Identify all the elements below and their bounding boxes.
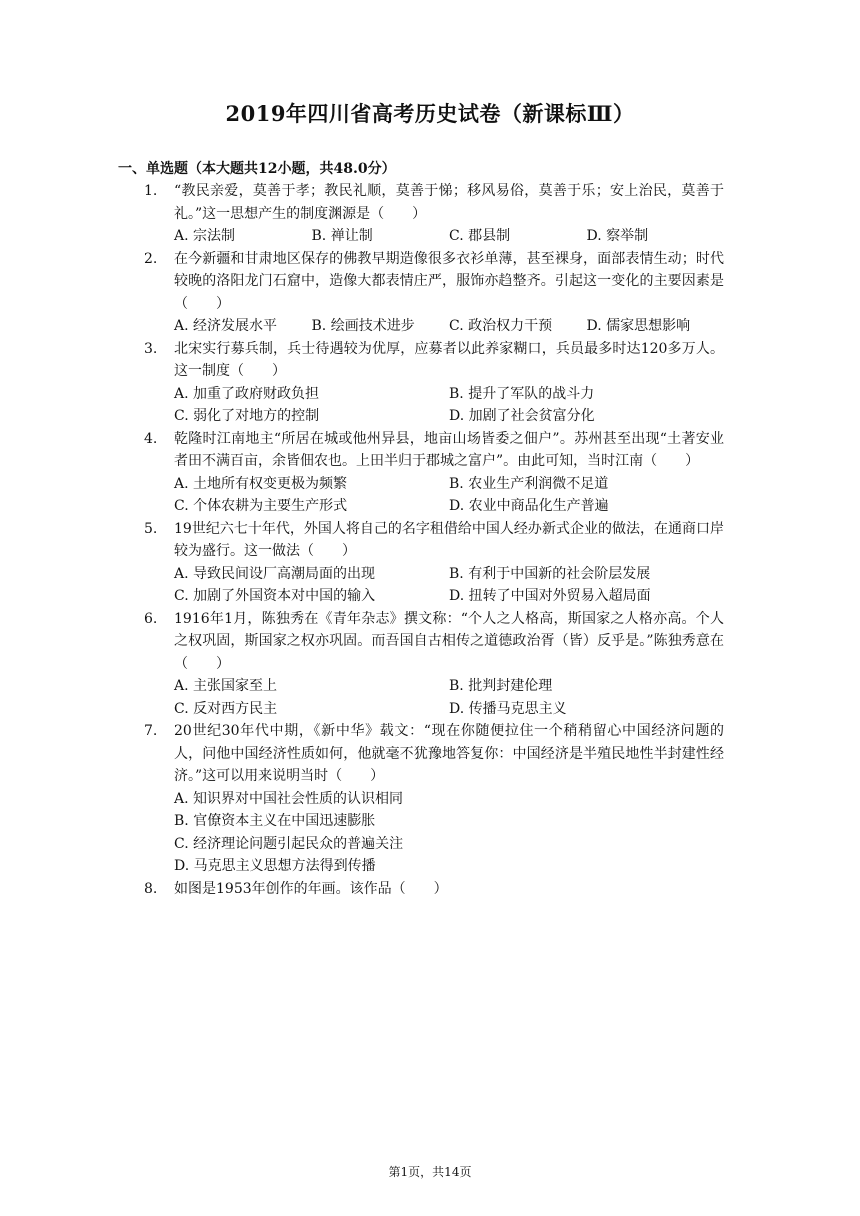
page-footer: 第1页，共14页 — [388, 1165, 472, 1179]
option-b: B. 农业生产利润微不足道 — [449, 475, 609, 492]
option-b: B. 官僚资本主义在中国迅速膨胀 — [174, 813, 376, 829]
question-stem: 1916年1月，陈独秀在《青年杂志》撰文称：“个人之人格高，斯国家之人格亦高。个人之权巩固，斯国家之权亦巩固。而吾国自古相传之道德政治胥（皆）反乎是。”陈独秀意在（ ） — [174, 610, 724, 672]
option-d: D. 农业中商品化生产普遍 — [449, 498, 609, 514]
option-d: D. 扭转了中国对外贸易入超局面 — [449, 588, 651, 604]
option-c: C. 经济理论问题引起民众的普遍关注 — [174, 835, 404, 852]
question-number: 5. — [144, 520, 158, 537]
section-heading: 一、单选题（本大题共12小题，共48.0分） — [118, 161, 396, 177]
question-number: 7. — [144, 723, 158, 739]
option-group — [174, 225, 724, 248]
question-number: 8. — [144, 880, 158, 897]
option-a: A. 宗法制 — [174, 228, 236, 244]
question-stem: 20世纪30年代中期，《新中华》载文：“现在你随便拉住一个稍稍留心中国经济问题的人，问他中国经济性质如何，他就毫不犹豫地答复你：中国经济是半殖民地性半封建性经济。”这可以用来说明当时（ ） — [174, 723, 724, 784]
question-stem: 在今新疆和甘肃地区保存的佛教早期造像很多衣衫单薄，甚至裸身，面部表情生动；时代较晚的洛阳龙门石窟中，造像大都表情庄严，服饰亦趋整齐。引起这一变化的主要因素是（ ） — [174, 250, 724, 312]
option-c: C. 弱化了对地方的控制 — [174, 408, 320, 424]
option-b: B. 禅让制 — [311, 228, 373, 244]
option-a: A. 加重了政府财政负担 — [174, 385, 320, 402]
option-c: C. 加剧了外国资本对中国的输入 — [174, 588, 376, 604]
option-c: C. 个体农耕为主要生产形式 — [174, 498, 348, 514]
option-a: A. 知识界对中国社会性质的认识相同 — [174, 790, 404, 807]
option-b: B. 有利于中国新的社会阶层发展 — [449, 565, 651, 582]
question-stem: 乾隆时江南地主“所居在城或他州异县，地亩山场皆委之佃户”。苏州甚至出现“土著安业者田不满百亩，余皆佃农也。上田半归于郡城之富户”。由此可知，当时江南（ ） — [174, 430, 724, 469]
question-stem: “教民亲爱，莫善于孝；教民礼顺，莫善于悌；移风易俗，莫善于乐；安上治民，莫善于礼。”这一思想产生的制度渊源是（ ） — [174, 183, 724, 222]
option-b: B. 批判封建伦理 — [449, 678, 553, 694]
option-c: C. 政治权力干预 — [449, 318, 553, 334]
option-c: C. 郡县制 — [449, 228, 511, 244]
option-b: B. 绘画技术进步 — [311, 318, 415, 334]
option-d: D. 儒家思想影响 — [586, 318, 691, 334]
question-number: 2. — [144, 250, 158, 267]
question-stem: 如图是1953年创作的年画。该作品（ ） — [174, 880, 448, 897]
option-a: A. 经济发展水平 — [174, 318, 278, 334]
option-group — [174, 383, 724, 428]
page-title: 2019年四川省高考历史试卷（新课标Ⅲ） — [225, 101, 635, 126]
question-3 — [144, 338, 724, 428]
question-number: 4. — [144, 430, 158, 447]
option-group — [174, 563, 724, 608]
question-2 — [144, 248, 724, 338]
question-1 — [144, 180, 724, 248]
question-stem: 19世纪六七十年代，外国人将自己的名字租借给中国人经办新式企业的做法，在通商口岸较为盛行。这一做法（ ） — [174, 520, 724, 559]
question-number: 6. — [144, 610, 158, 627]
question-list — [144, 180, 724, 900]
option-group — [174, 315, 724, 338]
question-7 — [144, 720, 724, 878]
option-d: D. 传播马克思主义 — [449, 700, 567, 717]
option-d: D. 加剧了社会贫富分化 — [449, 408, 595, 424]
question-number: 1. — [144, 183, 158, 199]
option-d: D. 马克思主义思想方法得到传播 — [174, 858, 376, 874]
option-a: A. 主张国家至上 — [174, 678, 278, 694]
question-stem: 北宋实行募兵制，兵士待遇较为优厚，应募者以此养家糊口，兵员最多时达120多万人。这一制度（ ） — [174, 340, 724, 379]
option-group — [174, 473, 724, 518]
option-b: B. 提升了军队的战斗力 — [449, 385, 595, 402]
option-c: C. 反对西方民主 — [174, 700, 278, 717]
option-a: A. 导致民间设厂高潮局面的出现 — [174, 565, 376, 582]
question-8 — [144, 878, 724, 901]
option-group — [174, 788, 724, 878]
question-5 — [144, 518, 724, 608]
option-group — [174, 675, 724, 720]
option-d: D. 察举制 — [586, 228, 649, 244]
option-a: A. 土地所有权变更极为频繁 — [174, 475, 348, 492]
question-number: 3. — [144, 340, 158, 357]
question-4 — [144, 428, 724, 518]
question-6 — [144, 608, 724, 721]
